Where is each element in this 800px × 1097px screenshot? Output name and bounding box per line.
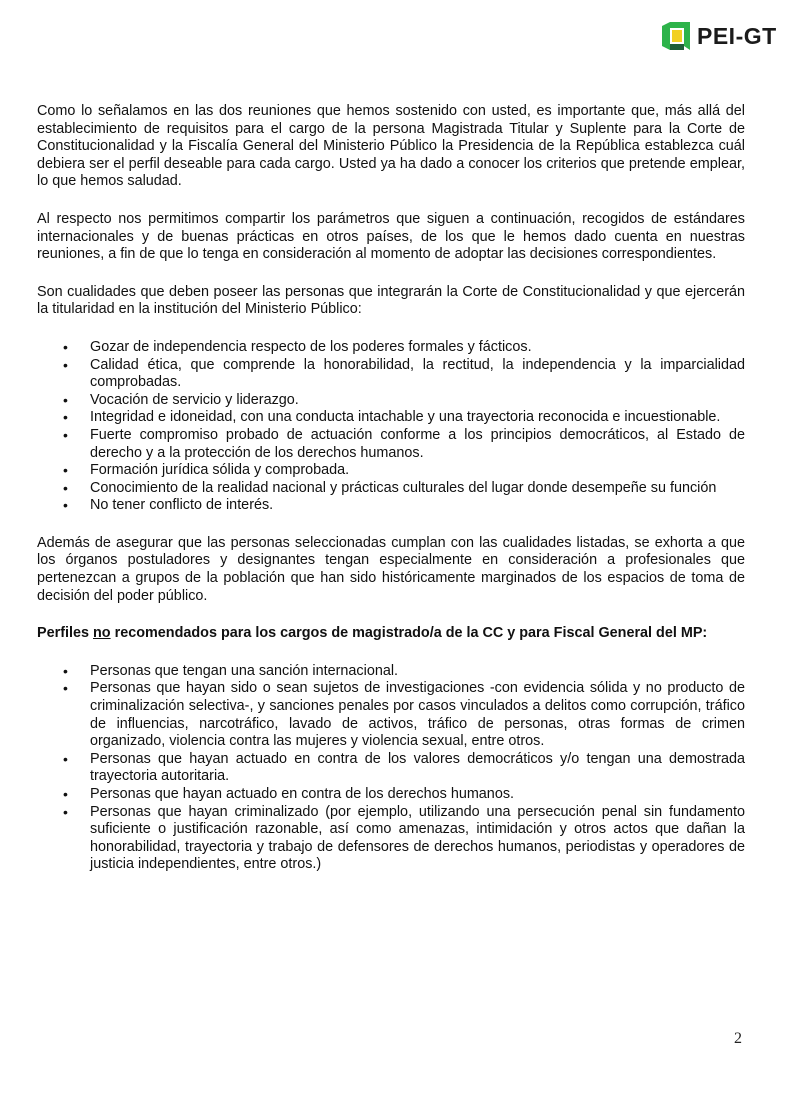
list-item-text: Calidad ética, que comprende la honorabilidad, la rectitud, la independencia y la imparcialidad comprobadas. <box>90 356 745 391</box>
list-item-text: Fuerte compromiso probado de actuación conforme a los principios democráticos, al Estado de derecho y a la protección de los derechos humanos. <box>90 426 745 461</box>
list-item <box>37 409 745 427</box>
bullet-icon: • <box>63 391 68 408</box>
bullet-icon: • <box>63 409 68 426</box>
bullet-icon: • <box>63 479 68 496</box>
list-item <box>37 339 745 357</box>
list-item-text: Gozar de independencia respecto de los poderes formales y fácticos. <box>90 338 532 355</box>
bullet-icon: • <box>63 462 68 479</box>
list-item <box>37 480 745 498</box>
list-item-text: Formación jurídica sólida y comprobada. <box>90 462 350 479</box>
list-item-text: Personas que hayan actuado en contra de los derechos humanos. <box>90 786 515 802</box>
bullet-icon: • <box>63 356 68 373</box>
list-item-text: Personas que hayan actuado en contra de los valores democráticos y/o tengan una demostrada trayectoria autoritaria. <box>90 750 745 785</box>
list-item <box>37 663 745 681</box>
section-heading-not-recommended <box>37 625 745 643</box>
page-number: 2 <box>734 1030 742 1047</box>
list-item-text: Conocimiento de la realidad nacional y prácticas culturales del lugar donde desempeñe su función <box>90 479 717 496</box>
list-item-text: Personas que hayan sido o sean sujetos de investigaciones -con evidencia sólida y no producto de criminalización selectiva-, y sanciones penales por casos vinculados a delitos como corrupción, tráfico de influencias, narcotráfico, lavado de activos, tráfico de personas, otras formas de crimen organizado, violencia contra las mujeres y violencia sexual, entre otros. <box>90 680 745 750</box>
list-item-text: No tener conflicto de interés. <box>90 497 274 514</box>
paragraph-qualities-intro: Son cualidades que deben poseer las personas que integrarán la Corte de Constitucionalidad y que ejercerán la titularidad en la institución del Ministerio Público: <box>37 283 745 318</box>
heading-text-start: Perfiles <box>37 625 93 642</box>
bullet-icon: • <box>63 338 68 355</box>
paragraph-marginalized-groups: Además de asegurar que las personas seleccionadas cumplan con las cualidades listadas, se exhorta a que los órganos postuladores y designantes tengan especialmente en consideración a profesionales que pertenezcan a grupos de la población que han sido históricamente marginados de los espacios de toma de decisión del poder público. <box>37 534 745 604</box>
list-item <box>37 786 745 804</box>
logo-text: PEI-GT <box>697 22 777 49</box>
list-item <box>37 497 745 515</box>
bullet-icon: • <box>63 497 68 514</box>
bullet-icon: • <box>63 680 68 697</box>
bullet-icon: • <box>63 750 68 767</box>
list-item <box>37 392 745 410</box>
list-item <box>37 804 745 874</box>
list-item-text: Personas que hayan criminalizado (por ejemplo, utilizando una persecución penal sin fundamento suficiente o justificación razonable, así como amenazas, intimidación y otros actos que dañan la honorabilidad, trayectoria y trabajo de defensores de derechos humanos, periodistas y operadores de justicia independientes, entre otros.) <box>90 803 745 873</box>
bullet-icon: • <box>63 803 68 820</box>
bullet-icon: • <box>63 786 68 802</box>
list-item <box>37 751 745 786</box>
qualities-list <box>37 339 745 515</box>
pei-gt-logo <box>660 20 777 52</box>
heading-text-end: recomendados para los cargos de magistrado/a de la CC y para Fiscal General del MP: <box>110 625 708 642</box>
list-item-text: Personas que tengan una sanción internacional. <box>90 662 399 679</box>
list-item <box>37 462 745 480</box>
list-item <box>37 680 745 750</box>
paragraph-intro: Como lo señalamos en las dos reuniones que hemos sostenido con usted, es importante que, más allá del establecimiento de requisitos para el cargo de la persona Magistrada Titular y Suplente para la Corte de Constitucionalidad y la Fiscalía General del Ministerio Público la Presidencia de la República establezca cuál debiera ser el perfil deseable para cada cargo. Usted ya ha dado a conocer los criterios que pretende emplear, lo que hemos saludad. <box>37 103 745 190</box>
bullet-icon: • <box>63 662 68 679</box>
not-recommended-list <box>37 663 745 874</box>
pei-gt-logo-mark-icon <box>660 20 692 52</box>
list-item <box>37 427 745 462</box>
heading-underlined-word: no <box>93 625 111 642</box>
list-item-text: Vocación de servicio y liderazgo. <box>90 391 299 408</box>
document-body <box>37 103 745 874</box>
bullet-icon: • <box>63 426 68 443</box>
paragraph-parameters: Al respecto nos permitimos compartir los parámetros que siguen a continuación, recogidos de estándares internacionales y de buenas prácticas en otros países, de los que le hemos dado cuenta en nuestras reuniones, a fin de que lo tenga en consideración al momento de adoptar las decisiones correspondientes. <box>37 210 745 263</box>
list-item <box>37 357 745 392</box>
list-item-text: Integridad e idoneidad, con una conducta intachable y una trayectoria reconocida e incuestionable. <box>90 409 721 426</box>
